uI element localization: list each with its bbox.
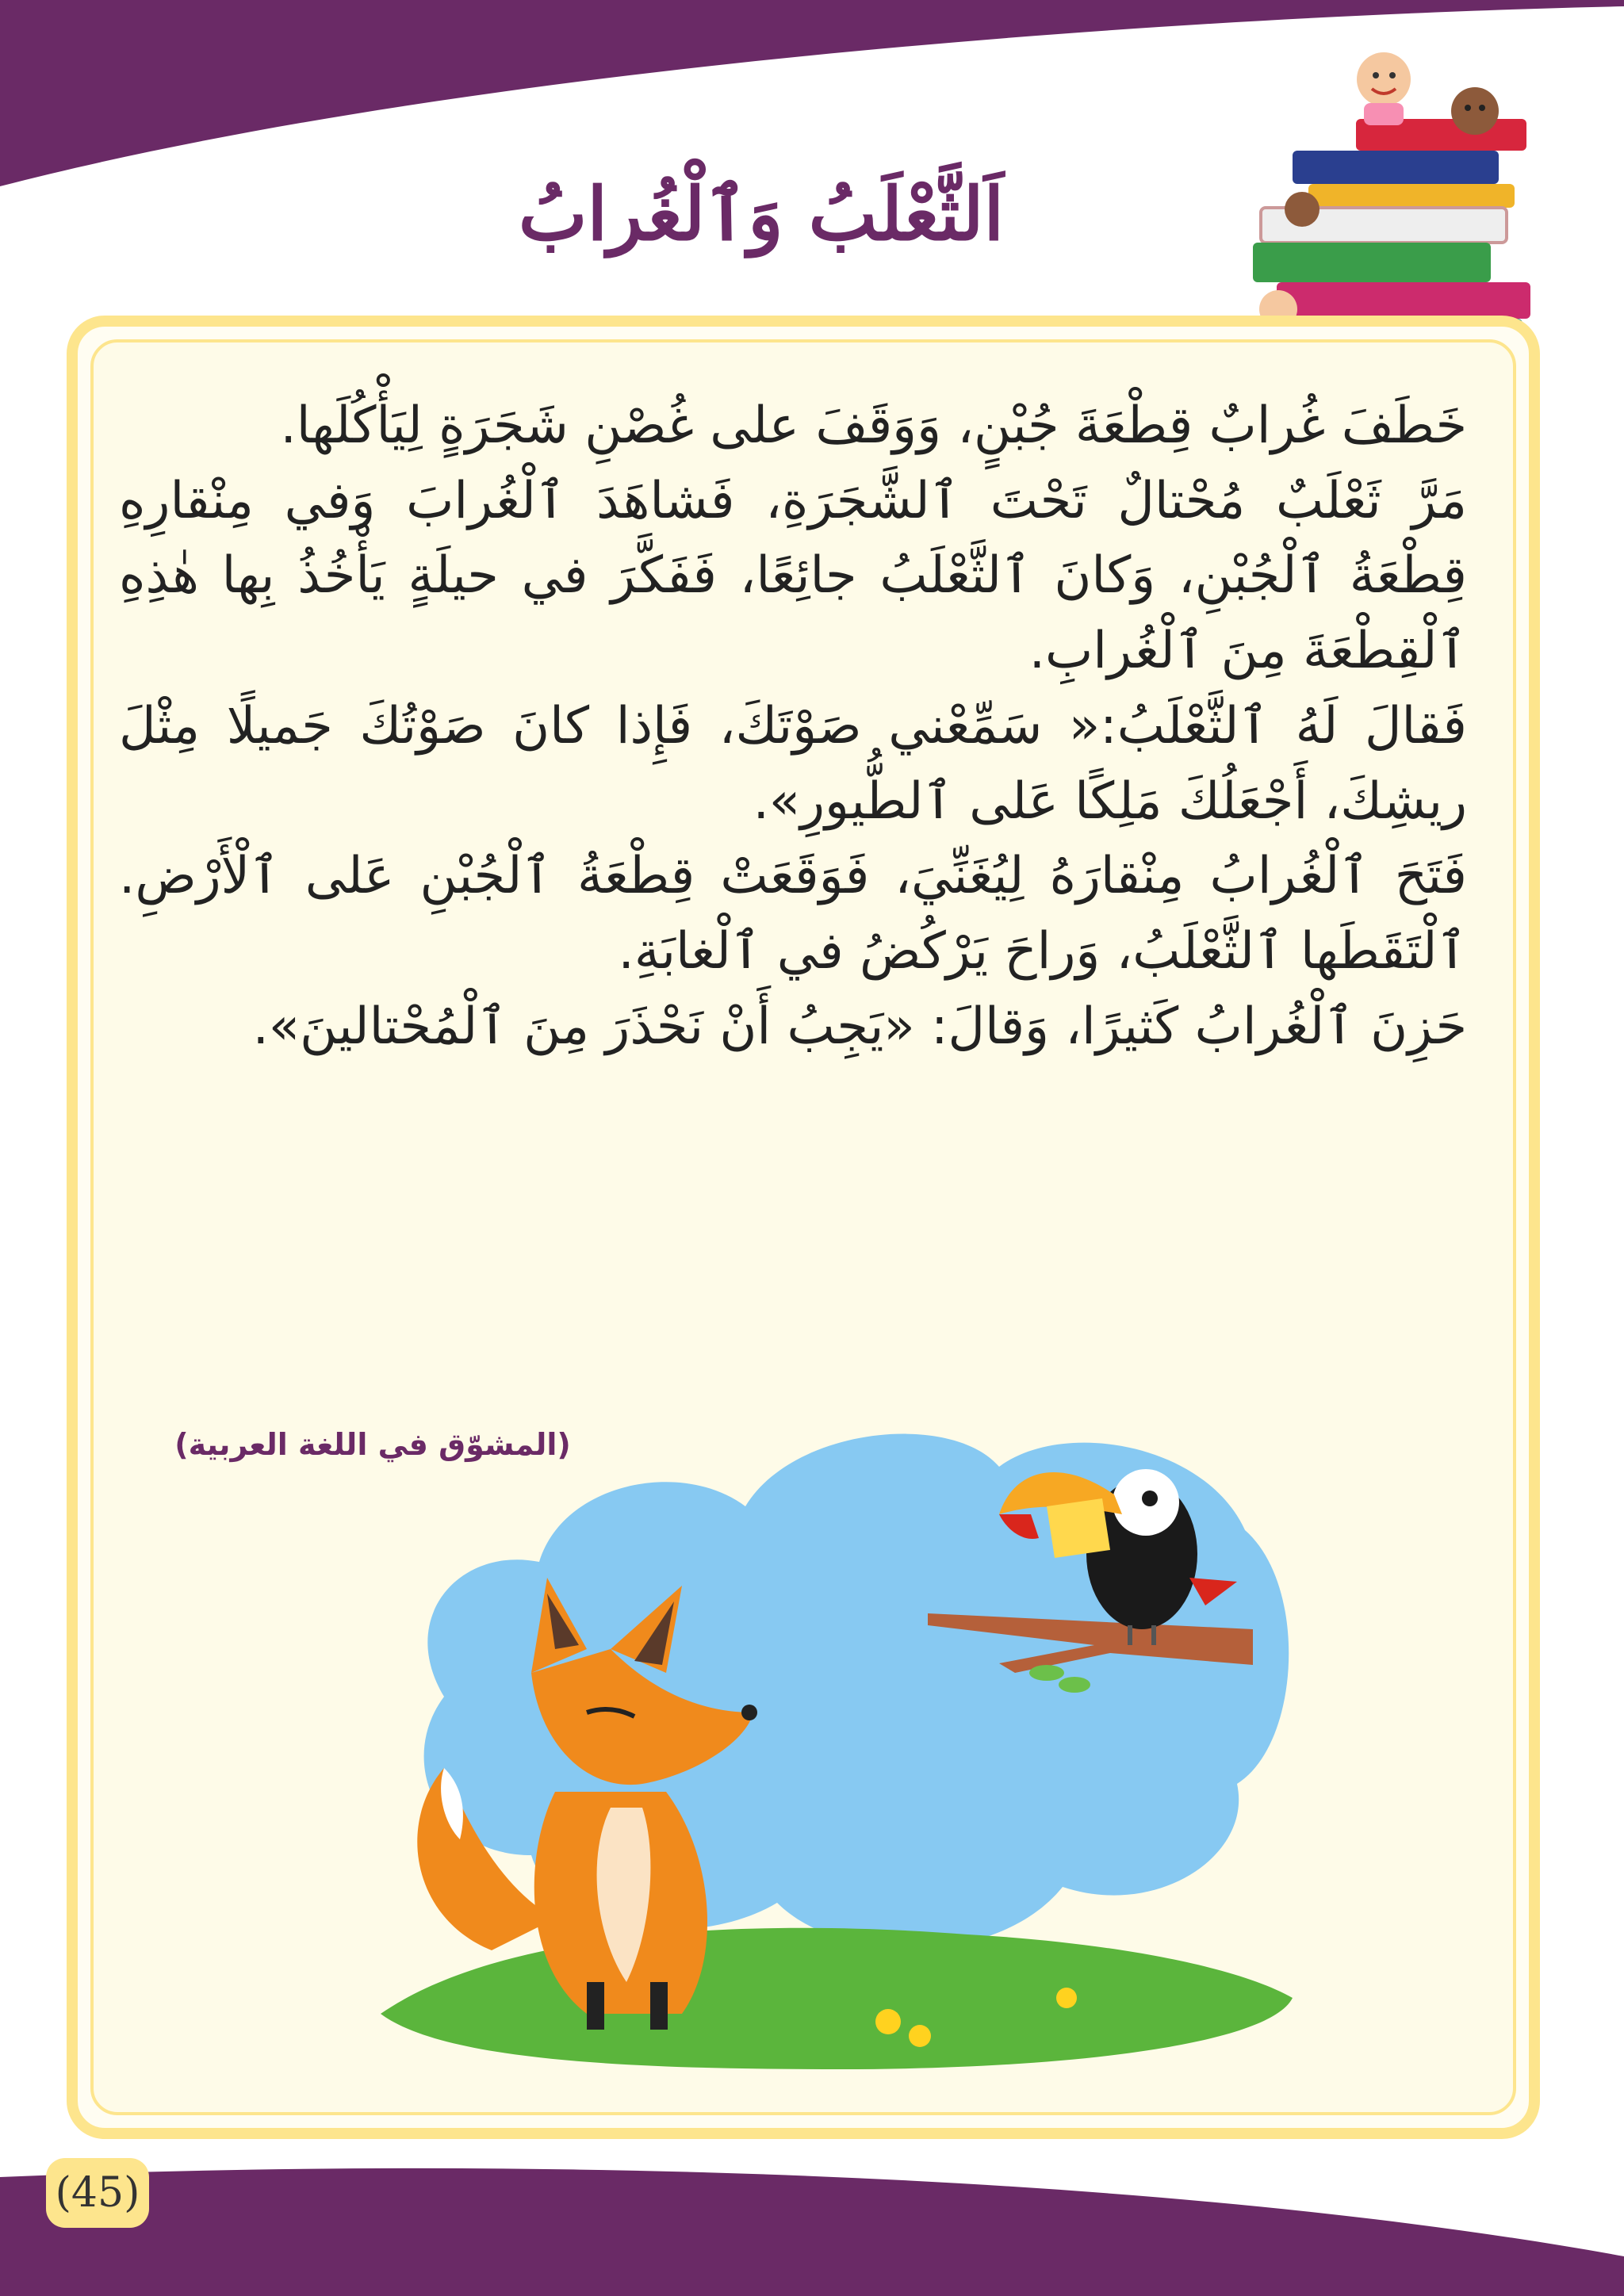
cheese-icon (1047, 1498, 1110, 1558)
page-number-badge: (45) (46, 2158, 149, 2228)
grass-shape (381, 1928, 1293, 2069)
bottom-purple-band (0, 2161, 1624, 2296)
story-paragraph-5: حَزِنَ ٱلْغُرابُ كَثيرًا، وَقالَ: «يَجِبُ أَنْ نَحْذَرَ مِنَ ٱلْمُحْتالينَ». (252, 997, 1467, 1056)
story-paragraph-1: خَطَفَ غُرابٌ قِطْعَةَ جُبْنٍ، وَوَقَفَ على غُصْنِ شَجَرَةٍ لِيَأْكُلَها. (280, 396, 1467, 455)
story-paragraph-4: فَتَحَ ٱلْغُرابُ مِنْقارَهُ لِيُغَنِّيَ، فَوَقَعَتْ قِطْعَةُ ٱلْجُبْنِ عَلى ٱلْأَرْضِ. ٱلْتَقَطَها ٱلثَّعْلَبُ، وَراحَ يَرْكُضُ في ٱلْغابَةِ. (119, 847, 1467, 982)
fox-and-crow-illustration (349, 1411, 1324, 2093)
story-text (119, 388, 1467, 1064)
page-title: اَلثَّعْلَبُ وَٱلْغُرابُ (518, 171, 1005, 257)
story-paragraph-3: فَقالَ لَهُ ٱلثَّعْلَبُ:« سَمِّعْني صَوْتَكَ، فَإِذا كانَ صَوْتُكَ جَميلًا مِثْلَ ريشِكَ، أَجْعَلُكَ مَلِكًا عَلى ٱلطُّيورِ». (119, 696, 1467, 831)
story-paragraph-2: مَرَّ ثَعْلَبٌ مُحْتالٌ تَحْتَ ٱلشَّجَرَةِ، فَشاهَدَ ٱلْغُرابَ وَفي مِنْقارِهِ قِطْعَةُ ٱلْجُبْنِ، وَكانَ ٱلثَّعْلَبُ جائِعًا، فَفَكَّرَ في حيلَةٍ يَأْخُذُ بِها هٰذِهِ ٱلْقِطْعَةَ مِنَ ٱلْغُرابِ. (119, 471, 1468, 681)
source-citation: (المشوّق في اللغة العربية) (174, 1427, 571, 1462)
